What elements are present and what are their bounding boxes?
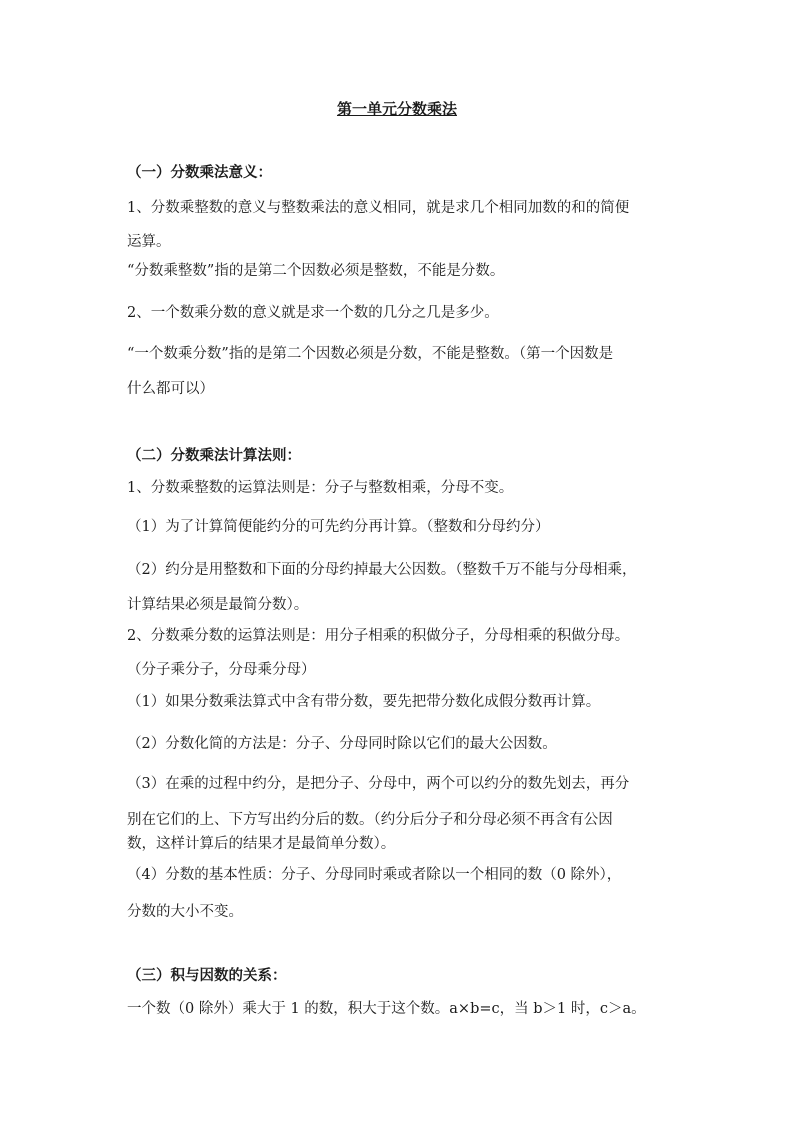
section-2-line-5: 2、分数乘分数的运算法则是：用分子相乘的积做分子，分母相乘的积做分母。 — [127, 628, 630, 644]
section-3-heading: （三）积与因数的关系： — [127, 968, 287, 984]
section-1-line-6: 什么都可以） — [127, 381, 214, 397]
section-1-line-4: 2、一个数乘分数的意义就是求一个数的几分之几是多少。 — [127, 305, 499, 321]
section-2-line-3: （2）约分是用整数和下面的分母约掉最大公因数。（整数千万不能与分母相乘， — [127, 562, 637, 578]
section-1-line-1: 1、分数乘整数的意义与整数乘法的意义相同，就是求几个相同加数的和的简便 — [127, 200, 630, 216]
section-1-heading: （一）分数乘法意义： — [127, 165, 272, 181]
section-2-line-6: （分子乘分子，分母乘分母） — [127, 662, 316, 678]
section-2-line-2: （1）为了计算简便能约分的可先约分再计算。（整数和分母约分） — [127, 519, 550, 535]
section-2-line-4: 计算结果必须是最简分数）。 — [127, 597, 309, 613]
section-2-line-13: 分数的大小不变。 — [127, 904, 243, 920]
section-2-line-9: （3）在乘的过程中约分，是把分子、分母中，两个可以约分的数先划去，再分 — [127, 776, 630, 792]
section-1-line-5: “一个数乘分数”指的是第二个因数必须是分数，不能是整数。（第一个因数是 — [127, 346, 614, 362]
section-1-line-3: “分数乘整数”指的是第二个因数必须是整数，不能是分数。 — [127, 263, 505, 279]
section-2-line-1: 1、分数乘整数的运算法则是：分子与整数相乘，分母不变。 — [127, 480, 514, 496]
section-2-heading: （二）分数乘法计算法则： — [127, 448, 301, 464]
section-2-line-11: 数，这样计算后的结果才是最简单分数）。 — [127, 836, 396, 852]
section-2-line-12: （4）分数的基本性质：分子、分母同时乘或者除以一个相同的数（0 除外）， — [127, 867, 622, 883]
section-3-line-1: 一个数（0 除外）乘大于 1 的数，积大于这个数。a×b=c，当 b＞1 时，c＞a。 — [127, 1001, 646, 1017]
section-2-line-7: （1）如果分数乘法算式中含有带分数，要先把带分数化成假分数再计算。 — [127, 694, 601, 710]
page-title: 第一单元分数乘法 — [336, 100, 457, 118]
section-1-line-2: 运算。 — [127, 234, 171, 250]
section-2-line-8: （2）分数化简的方法是：分子、分母同时除以它们的最大公因数。 — [127, 736, 557, 752]
section-2-line-10: 别在它们的上、下方写出约分后的数。（约分后分子和分母必须不再含有公因 — [127, 812, 613, 828]
